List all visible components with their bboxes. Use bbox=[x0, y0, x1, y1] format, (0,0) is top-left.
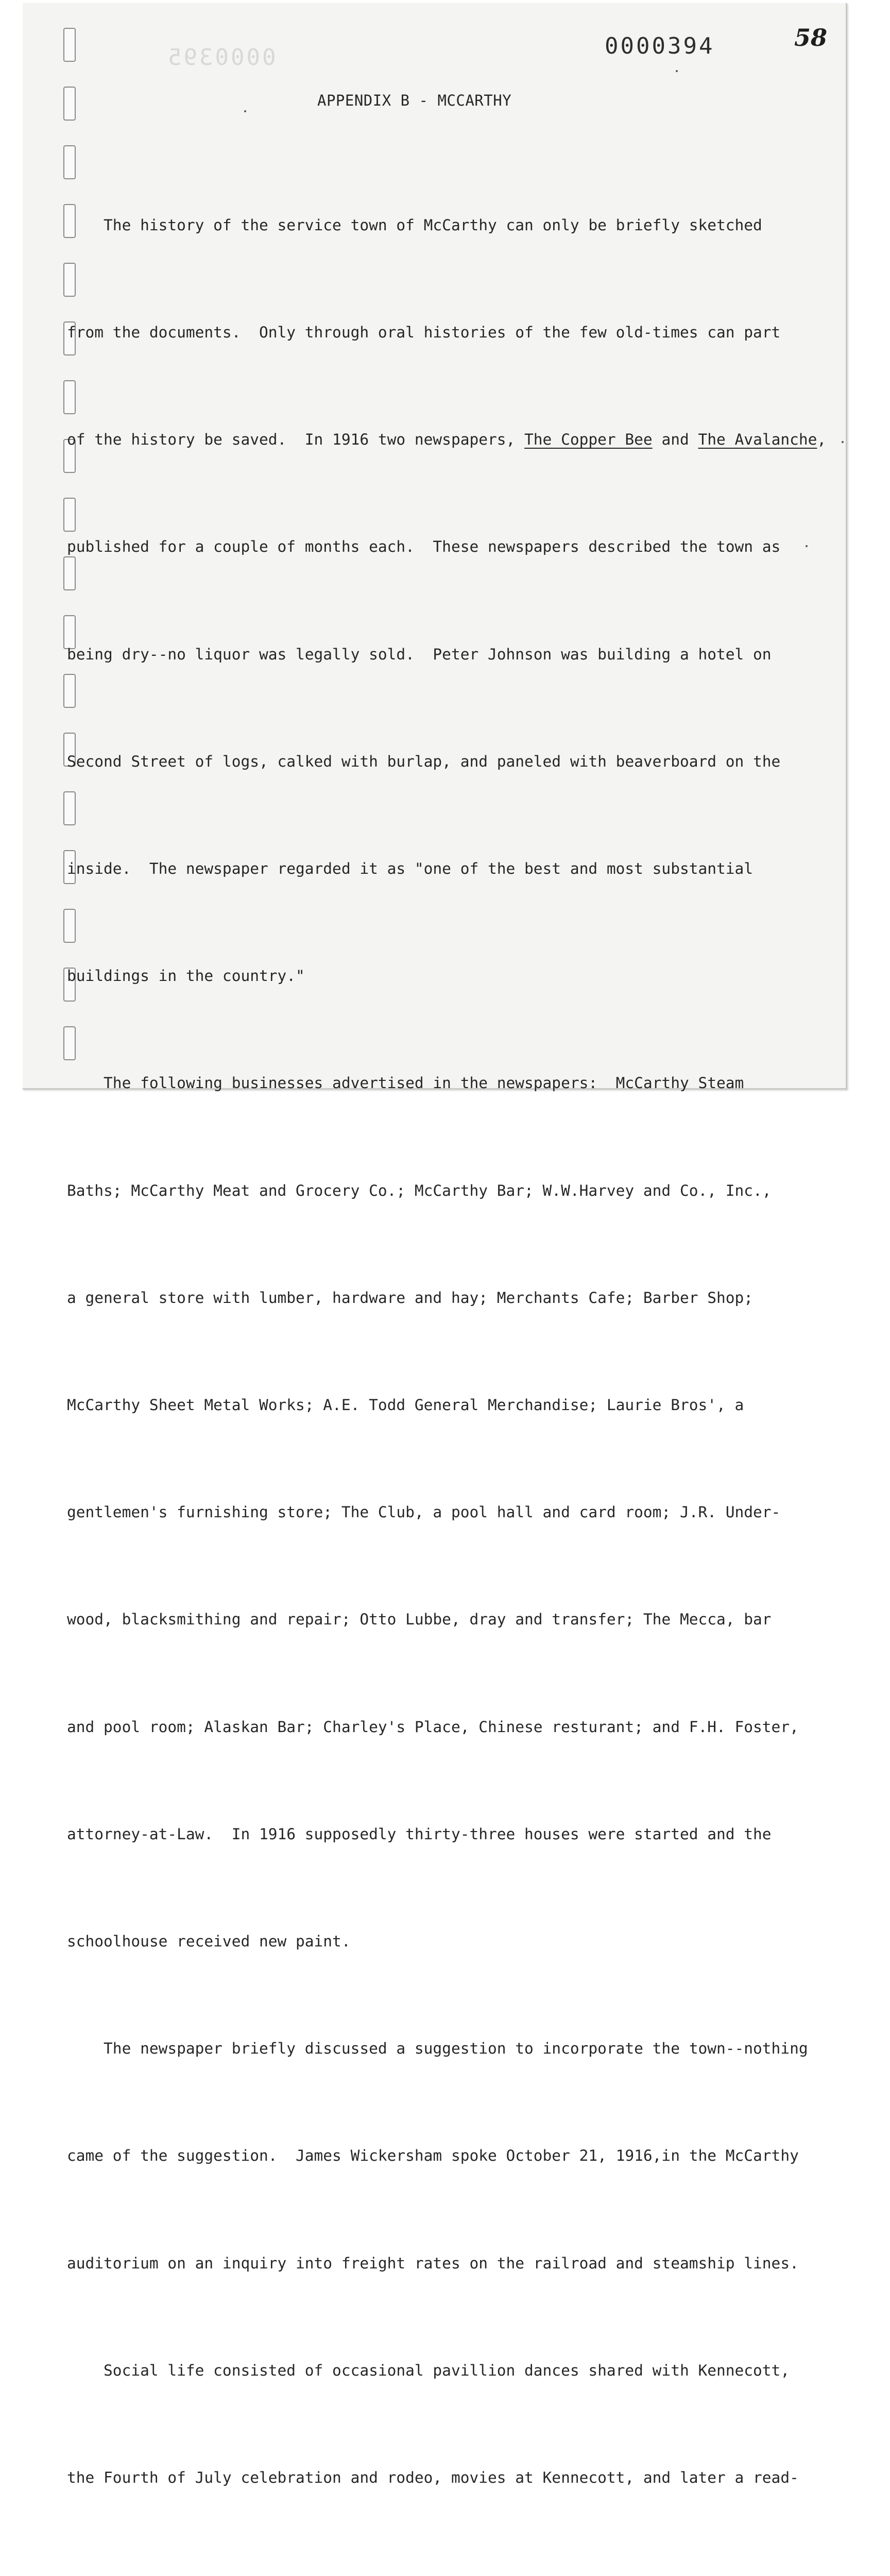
binder-clip-mark bbox=[63, 28, 76, 62]
text-line: McCarthy Sheet Metal Works; A.E. Todd General Merchandise; Laurie Bros', a bbox=[67, 1396, 744, 1414]
text-line: Second Street of logs, calked with burlap, and paneled with beaverboard on the bbox=[67, 752, 781, 770]
text-connector: and bbox=[652, 431, 698, 449]
text-line: wood, blacksmithing and repair; Otto Lubbe, dray and transfer; The Mecca, bar bbox=[67, 1611, 772, 1629]
text-line: The history of the service town of McCarthy can only be briefly sketched bbox=[67, 216, 762, 234]
text-line: Baths; McCarthy Meat and Grocery Co.; McCarthy Bar; W.W.Harvey and Co., Inc., bbox=[67, 1181, 772, 1199]
scan-speck bbox=[244, 110, 246, 112]
newspaper-title-copper-bee: The Copper Bee bbox=[524, 431, 653, 449]
document-page bbox=[23, 3, 847, 2487]
text-punctuation: , bbox=[817, 431, 827, 449]
text-line: gentlemen's furnishing store; The Club, a pool hall and card room; J.R. Under- bbox=[67, 1503, 781, 1521]
binder-clip-mark bbox=[63, 87, 76, 121]
bates-stamp-number: 0000394 bbox=[605, 33, 715, 59]
bleed-through-stamp: 0000395 bbox=[166, 44, 276, 71]
text-line-start: of the history be saved. In 1916 two newspapers, bbox=[67, 431, 525, 449]
text-line: a general store with lumber, hardware and hay; Merchants Cafe; Barber Shop; bbox=[67, 1289, 754, 1307]
text-line bbox=[67, 422, 829, 457]
text-line: and pool room; Alaskan Bar; Charley's Place, Chinese resturant; and F.H. Foster, bbox=[67, 1718, 799, 1736]
text-line: came of the suggestion. James Wickersham spoke October 21, 1916,in the McCarthy bbox=[67, 2147, 799, 2165]
text-line: inside. The newspaper regarded it as "one of the best and most substantial bbox=[67, 860, 754, 878]
text-line: from the documents. Only through oral histories of the few old-times can part bbox=[67, 324, 781, 342]
body-text bbox=[67, 136, 829, 2576]
text-line: The following businesses advertised in the newspapers: McCarthy Steam bbox=[67, 1074, 744, 1092]
text-line: attorney-at-Law. In 1916 supposedly thirty-three houses were started and the bbox=[67, 1825, 772, 1843]
text-line: The newspaper briefly discussed a suggestion to incorporate the town--nothing bbox=[67, 2040, 808, 2058]
text-line: published for a couple of months each. These newspapers described the town as bbox=[67, 538, 781, 556]
newspaper-title-avalanche: The Avalanche bbox=[698, 431, 817, 449]
text-line: Social life consisted of occasional pavillion dances shared with Kennecott, bbox=[67, 2361, 790, 2379]
text-line: schoolhouse received new paint. bbox=[67, 1933, 351, 1951]
text-line: being dry--no liquor was legally sold. Peter Johnson was building a hotel on bbox=[67, 645, 772, 663]
handwritten-page-number: 58 bbox=[794, 24, 828, 52]
text-line: auditorium on an inquiry into freight rates on the railroad and steamship lines. bbox=[67, 2254, 799, 2272]
text-line bbox=[67, 2567, 829, 2576]
text-line: buildings in the country." bbox=[67, 967, 305, 985]
page-heading: APPENDIX B - MCCARTHY bbox=[317, 92, 512, 109]
scan-speck bbox=[676, 70, 678, 72]
scan-speck bbox=[842, 441, 844, 443]
text-line: the Fourth of July celebration and rodeo, movies at Kennecott, and later a read- bbox=[67, 2469, 799, 2487]
